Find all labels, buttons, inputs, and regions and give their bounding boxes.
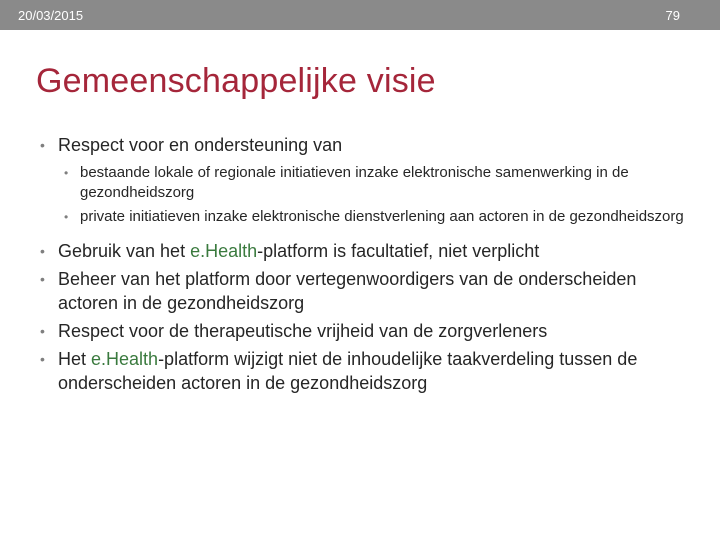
bullet-icon: • [40,323,45,339]
bullet-management [36,267,686,315]
bullet-icon: • [40,243,45,259]
slide-number: 79 [665,8,680,23]
bullet-text-post: -platform wijzigt niet de inhoudelijke taakverdeling tussen de onderscheiden actoren in de gezondheidszorg [58,349,638,393]
bullet-text: Respect voor en ondersteuning van [58,135,343,155]
sub-bullet-text: private initiatieven inzake elektronische dienstverlening aan actoren in de gezondheidszorg [80,208,684,225]
bullet-icon: • [40,271,45,287]
bullet-icon: • [64,210,69,224]
bullet-icon: • [40,351,45,367]
bullet-therapeutic-freedom [36,319,686,343]
bullet-optional-use [36,239,686,263]
bullet-text: Respect voor de therapeutische vrijheid van de zorgverleners [58,321,548,341]
bullet-task-division [36,347,686,395]
slide-title: Gemeenschappelijke visie [36,62,436,100]
bullet-icon: • [64,166,69,180]
bullet-respect-support [36,133,686,157]
header-bar [0,0,720,30]
bullet-text-post: -platform is facultatief, niet verplicht [257,241,540,261]
sub-bullet-local-initiatives [36,163,686,203]
slide-content [36,133,686,395]
sub-bullet-text: bestaande lokale of regionale initiatieven inzake elektronische samenwerking in de gezondheidszorg [80,164,629,201]
ehealth-highlight: e.Health [190,241,258,261]
bullet-text-pre: Het [58,349,92,369]
ehealth-highlight: e.Health [91,349,159,369]
sub-bullet-private-initiatives [36,207,686,227]
slide-date: 20/03/2015 [18,8,84,23]
bullet-text: Beheer van het platform door vertegenwoordigers van de onderscheiden actoren in de gezondheidszorg [58,269,637,313]
bullet-icon: • [40,137,45,153]
bullet-text-pre: Gebruik van het [58,241,191,261]
